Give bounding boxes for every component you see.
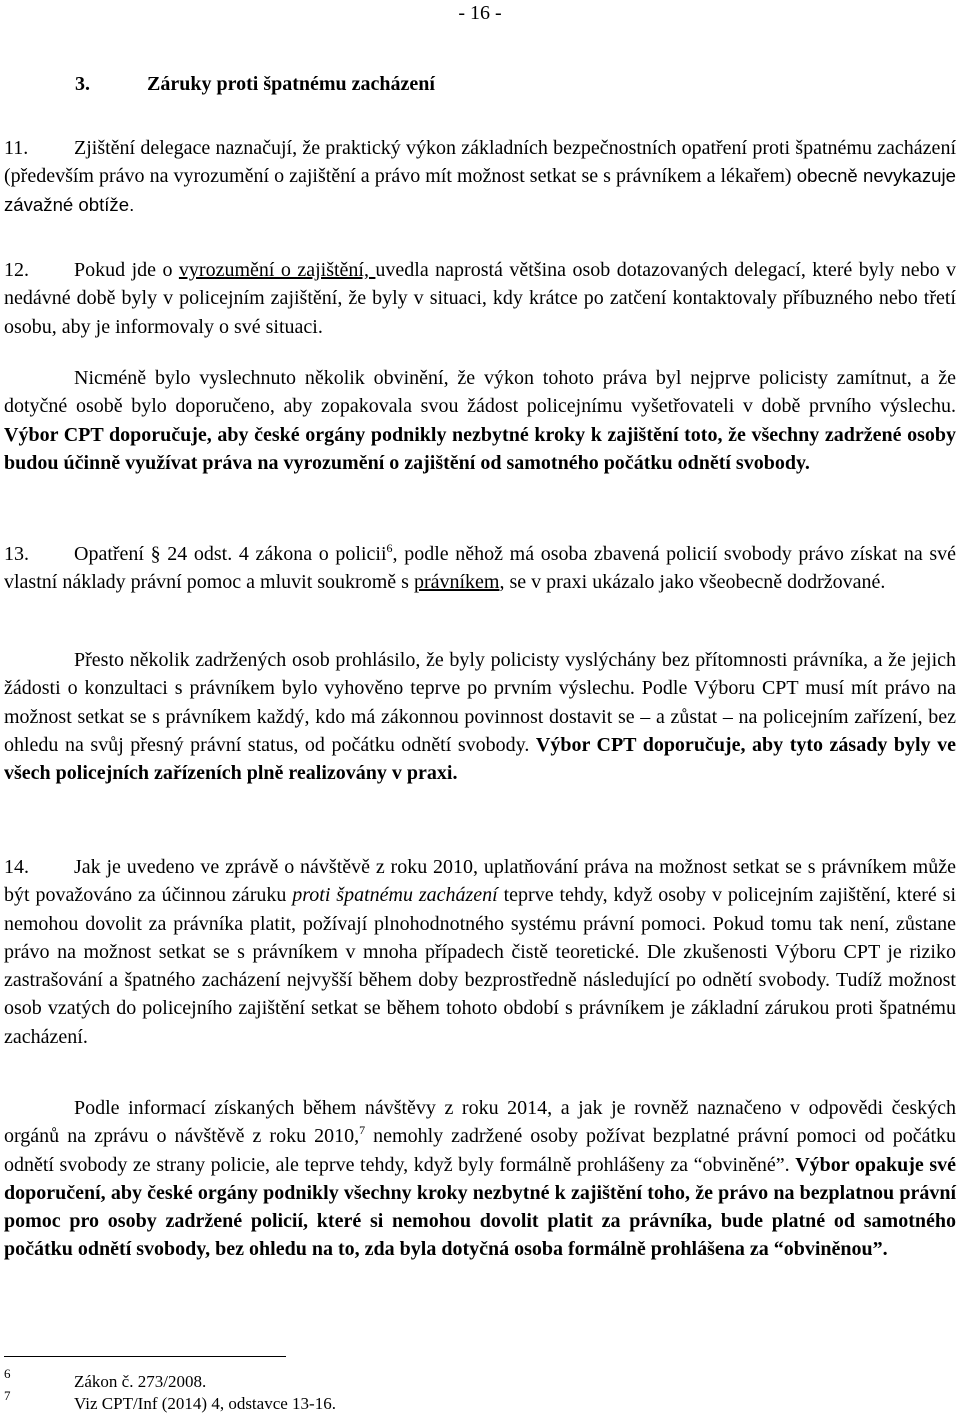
paragraph-11 xyxy=(4,134,956,219)
paragraph-12-continued xyxy=(4,364,956,477)
paragraph-text: teprve tehdy, když osoby v policejním zajištění, které si nemohou dovolit za právníka platit, požívají plnohodnotného systému právní pomoci. Pokud tomu tak není, zůstane právo na možnost setkat se s právníkem v mnoha případech čistě teoretické. Dle zkušenosti Výboru CPT je riziko zastrašování a špatného zacházení nejvyšší během doby bezprostředně následující po odnětí svobody. Tudíž možnost osob vzatých do policejního zajištění setkat se během tohoto období s právníkem je základní zárukou proti špatnému zacházení. xyxy=(4,884,956,1048)
page-number: - 16 - xyxy=(458,2,502,24)
paragraph-14-continued xyxy=(4,1094,956,1264)
paragraph-text: Pokud jde o xyxy=(74,259,179,281)
paragraph-number: 11. xyxy=(4,137,29,159)
section-title: Záruky proti špatnému zacházení xyxy=(147,73,435,95)
section-number: 3. xyxy=(75,73,90,95)
italic-term: proti špatnému zacházení xyxy=(292,884,498,907)
footnote-mark: 6 xyxy=(4,1366,11,1381)
footnote-text: Viz CPT/Inf (2014) 4, odstavce 13-16. xyxy=(74,1394,336,1413)
recommendation-text: Výbor CPT doporučuje, aby tyto zásady byly ve všech policejních zařízeních plně realizovány v praxi. xyxy=(4,733,956,785)
footnote-mark: 7 xyxy=(4,1388,11,1403)
paragraph-13-continued xyxy=(4,646,956,787)
recommendation-text: Výbor opakuje své doporučení, aby české orgány podnikly všechny kroky nezbytné k zajištění toho, že právo na bezplatnou právní pomoc pro osoby zadržené policií, které si nemohou dovolit platit za právníka, bude platné od samotného počátku odnětí svobody, bez ohledu na to, zda byla dotyčná osoba formálně prohlášena za “obviněnou”. xyxy=(4,1153,956,1261)
underlined-term: vyrozumění o zajištění, xyxy=(178,259,376,281)
footnote-separator xyxy=(4,1356,286,1357)
paragraph-text: Nicméně bylo vyslechnuto několik obvinění, že výkon tohoto práva byl nejprve policisty zamítnut, a že dotyčné osobě bylo doporučeno, aby zopakovala svou žádost policejnímu vyšetřovateli v době prvního výslechu. xyxy=(4,367,956,418)
underlined-term: právníkem xyxy=(413,571,500,594)
paragraph-number: 13. xyxy=(4,543,29,565)
paragraph-text: Opatření § 24 odst. 4 zákona o policii xyxy=(74,543,387,565)
paragraph-text: nemohly zadržené osoby požívat bezplatné právní pomoci od počátku odnětí svobody ze strany policie, ale teprve tehdy, když byly formálně prohlášeny za “obviněné”. xyxy=(4,1125,957,1176)
paragraph-text: uvedla naprostá většina osob dotazovaných delegací, které byly nebo v nedávné době byly v policejním zajištění, že byly v situaci, kdy krátce po zatčení kontaktovaly příbuzného nebo třetí osobu, aby je informovaly o své situaci. xyxy=(4,259,957,338)
recommendation-text: Výbor CPT doporučuje, aby české orgány podnikly nezbytné kroky k zajištění toto, že všechny zadržené osoby budou účinně využívat práva na vyrozumění o zajištění od samotného počátku odnětí svobody. xyxy=(4,423,956,474)
paragraph-13 xyxy=(4,540,956,597)
footnote-ref[interactable]: 6 xyxy=(386,541,393,555)
paragraph-text: , podle něhož má osoba zbavená policií svobody právo získat na své vlastní náklady právní pomoc a mluvit soukromě s xyxy=(4,543,957,594)
paragraph-text-sans: obecně nevykazuje závažné obtíže. xyxy=(4,165,956,215)
paragraph-number: 14. xyxy=(4,856,29,878)
paragraph-text: Podle informací získaných během návštěvy z roku 2014, a jak je rovněž naznačeno v odpovědi českých orgánů na zprávu o návštěvě z roku 2010, xyxy=(4,1097,956,1148)
paragraph-number: 12. xyxy=(4,259,29,281)
paragraph-text: Jak je uvedeno ve zprávě o návštěvě z roku 2010, uplatňování práva na možnost setkat se s právníkem může být považováno za účinnou záruku xyxy=(4,856,956,907)
paragraph-12 xyxy=(4,256,956,341)
paragraph-text: Zjištění delegace naznačují, že praktický výkon základních bezpečnostních opatření proti špatnému zacházení (především právo na vyrozumění o zajištění a právo mít možnost setkat se s právníkem a lékařem) xyxy=(4,137,956,188)
footnote-ref[interactable]: 7 xyxy=(359,1123,366,1138)
section-heading xyxy=(75,73,435,96)
footnote-text: Zákon č. 273/2008. xyxy=(74,1372,207,1391)
paragraph-text: , se v praxi ukázalo jako všeobecně dodržované. xyxy=(499,571,886,594)
paragraph-text: Přesto několik zadržených osob prohlásilo, že byly policisty vyslýchány bez přítomnosti právníka, a že jejich žádosti o konzultaci s právníkem bylo vyhověno teprve po prvním výslechu. Podle Výboru CPT musí mít právo na možnost setkat se s právníkem každý, kdo má zákonnou povinnost dostavit se – a zůstat – na policejním zařízení, bez ohledu na svůj přesný právní status, od počátku odnětí svobody. xyxy=(4,649,956,756)
paragraph-14 xyxy=(4,853,956,1051)
